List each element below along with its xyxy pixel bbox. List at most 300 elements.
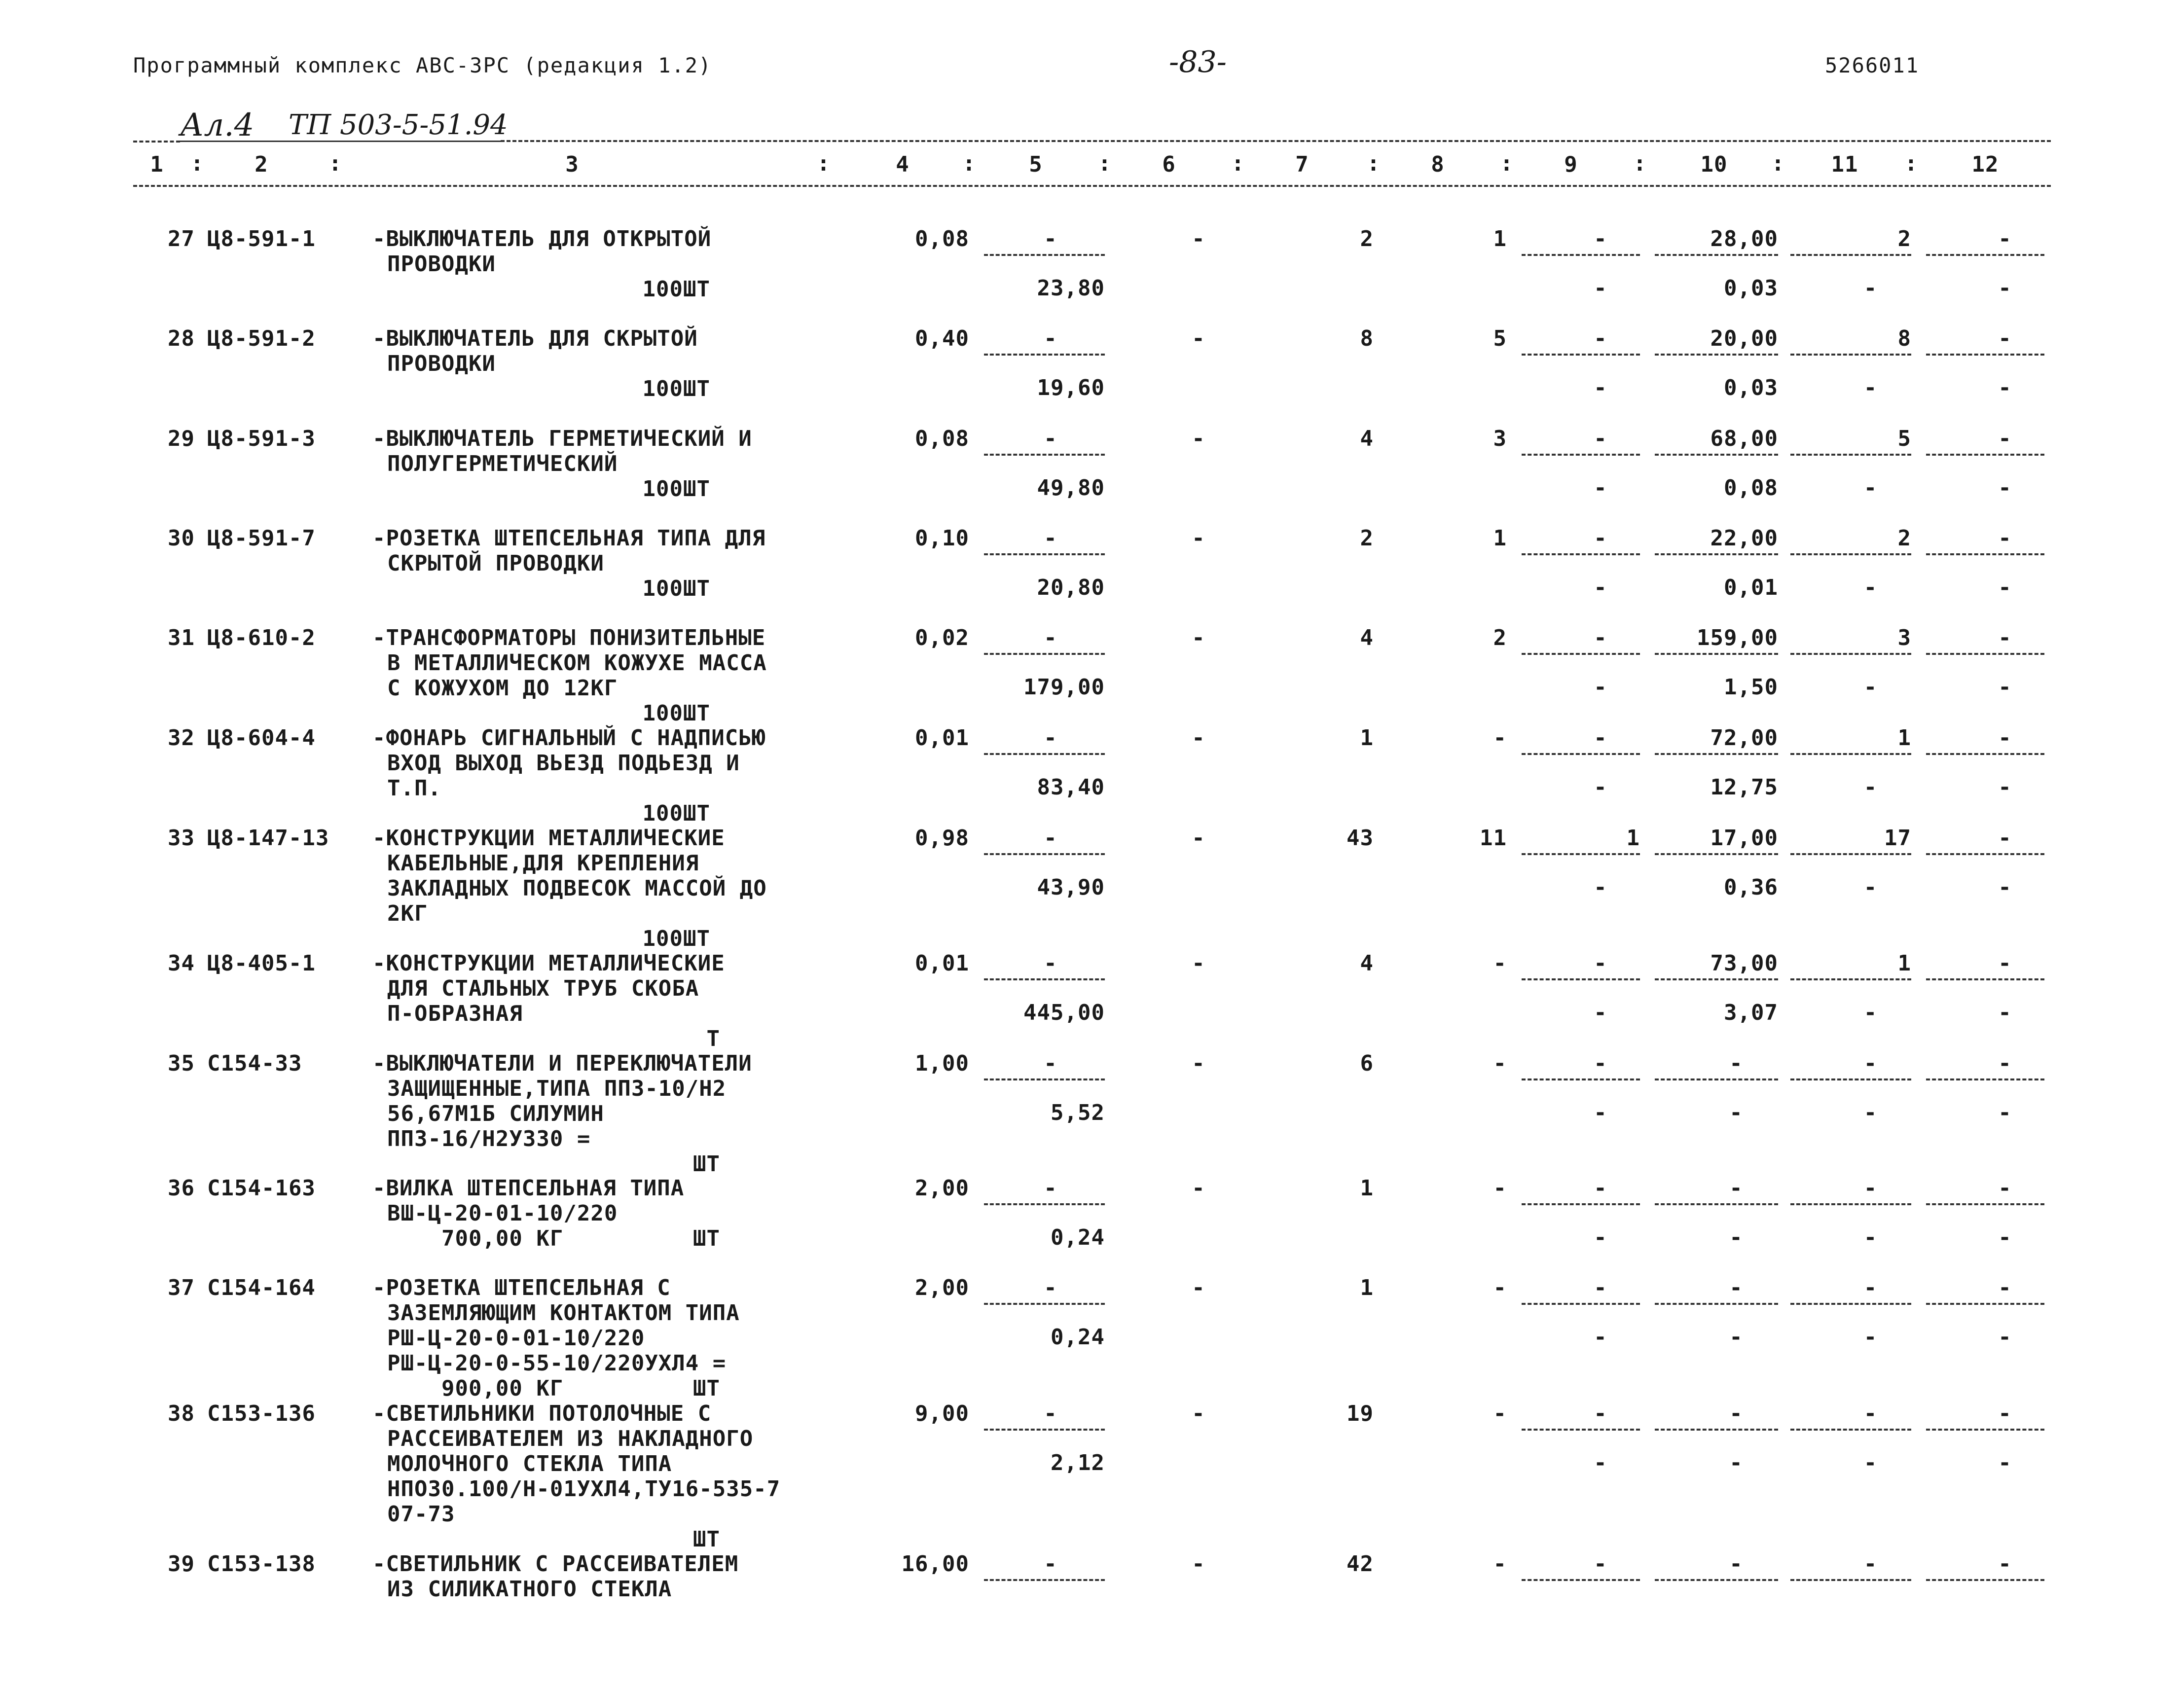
row-description-line: РШ-Ц-20-0-01-10/220: [387, 1326, 645, 1351]
row-description-line: -СВЕТИЛЬНИКИ ПОТОЛОЧНЫЕ С: [372, 1401, 712, 1426]
c11-lower: -: [1863, 875, 1878, 900]
col7-value: 2: [1360, 226, 1374, 252]
row-number: 31: [168, 625, 195, 650]
c9-upper: -: [1594, 326, 1607, 351]
row-description-line: -ВЫКЛЮЧАТЕЛИ И ПЕРЕКЛЮЧАТЕЛИ: [372, 1051, 752, 1076]
row-description-line: -КОНСТРУКЦИИ МЕТАЛЛИЧЕСКИЕ: [372, 826, 725, 851]
c12-divider: [1926, 1203, 2044, 1205]
c10-lower: 3,07: [1724, 1000, 1778, 1025]
column-header-9: 9: [1564, 152, 1578, 177]
c9-upper: -: [1594, 1275, 1607, 1300]
row-number: 39: [168, 1551, 195, 1577]
row-description-line: -РОЗЕТКА ШТЕПСЕЛЬНАЯ С: [372, 1275, 671, 1300]
col6-value: -: [1192, 326, 1205, 351]
c11-divider: [1790, 1203, 1911, 1205]
col5-lower: 0,24: [1051, 1325, 1105, 1350]
row-description-line: -ВЫКЛЮЧАТЕЛЬ ДЛЯ ОТКРЫТОЙ: [372, 226, 712, 252]
col5-upper: -: [1044, 1551, 1057, 1577]
col6-value: -: [1192, 1176, 1205, 1201]
col5-upper: -: [1044, 951, 1057, 976]
column-separator: :: [817, 151, 831, 176]
c12-lower: -: [1998, 1100, 2012, 1125]
c12-upper: -: [1998, 725, 2012, 751]
row-description-line: ЗАЗЕМЛЯЮЩИМ КОНТАКТОМ ТИПА: [387, 1300, 740, 1326]
row-number: 28: [168, 326, 195, 351]
col8-value: 2: [1493, 625, 1507, 650]
column-header-1: 1: [150, 152, 164, 177]
col4-value: 0,08: [915, 426, 969, 451]
c11-upper: -: [1863, 1275, 1878, 1300]
row-code: Ц8-147-13: [207, 826, 329, 851]
c10-upper: 22,00: [1710, 526, 1778, 551]
col5-upper: -: [1044, 1051, 1057, 1076]
row-code: С153-136: [207, 1401, 316, 1426]
c10-divider: [1655, 853, 1778, 855]
col6-value: -: [1192, 426, 1205, 451]
row-description-line: ЗАЩИЩЕННЫЕ,ТИПА ПП3-10/Н2: [387, 1076, 727, 1101]
row-number: 33: [168, 826, 195, 851]
col8-value: -: [1493, 1176, 1507, 1201]
row-description-line: ДЛЯ СТАЛЬНЫХ ТРУБ СКОБА: [387, 976, 699, 1001]
c9-divider: [1522, 753, 1640, 755]
c12-lower: -: [1998, 1325, 2012, 1350]
c11-upper: 17: [1884, 826, 1911, 851]
col7-value: 43: [1347, 826, 1374, 851]
c10-divider: [1655, 1203, 1778, 1205]
row-description-line: НПО30.100/Н-01УХЛ4,ТУ16-535-7: [387, 1476, 781, 1502]
row-code: Ц8-591-1: [207, 226, 316, 252]
col5-lower: 2,12: [1051, 1450, 1105, 1475]
c12-lower: -: [1998, 375, 2012, 400]
col5-divider: [984, 1203, 1105, 1205]
col5-lower: 49,80: [1037, 475, 1105, 501]
c11-upper: 1: [1897, 951, 1911, 976]
col5-upper: -: [1044, 1176, 1057, 1201]
c9-divider: [1522, 553, 1640, 555]
column-header-10: 10: [1700, 152, 1728, 177]
column-header-8: 8: [1431, 152, 1445, 177]
c10-upper: -: [1729, 1401, 1743, 1426]
row-description-line: -ВЫКЛЮЧАТЕЛЬ ГЕРМЕТИЧЕСКИЙ И: [372, 426, 752, 451]
c10-upper: 159,00: [1697, 625, 1778, 650]
c11-divider: [1790, 1579, 1911, 1581]
col7-value: 4: [1360, 426, 1374, 451]
col5-upper: -: [1044, 1401, 1057, 1426]
c10-lower: 0,03: [1724, 375, 1778, 400]
c12-lower: -: [1998, 575, 2012, 600]
row-unit: ШТ: [693, 1151, 720, 1177]
col5-upper: -: [1044, 725, 1057, 751]
sheet-label: Ал.4: [180, 107, 255, 144]
column-header-3: 3: [565, 152, 579, 177]
c10-lower: 0,03: [1724, 276, 1778, 301]
c9-lower: -: [1594, 1100, 1607, 1125]
page-number: -83-: [1169, 45, 1227, 79]
column-separator: :: [1231, 151, 1245, 176]
c9-divider: [1522, 653, 1640, 655]
c9-divider: [1522, 354, 1640, 356]
c12-divider: [1926, 1579, 2044, 1581]
c12-upper: -: [1998, 625, 2012, 650]
c12-lower: -: [1998, 675, 2012, 700]
row-description-line: 900,00 КГ: [387, 1376, 564, 1401]
c12-lower: -: [1998, 475, 2012, 501]
c10-lower: -: [1729, 1325, 1743, 1350]
c10-lower: 0,36: [1724, 875, 1778, 900]
c9-lower: -: [1594, 775, 1607, 800]
row-code: Ц8-591-3: [207, 426, 316, 451]
col5-divider: [984, 1303, 1105, 1305]
row-description-line: -ТРАНСФОРМАТОРЫ ПОНИЗИТЕЛЬНЫЕ: [372, 625, 766, 650]
row-description-line: 2КГ: [387, 901, 428, 926]
col6-value: -: [1192, 1401, 1205, 1426]
c12-divider: [1926, 653, 2044, 655]
col7-value: 1: [1360, 1275, 1374, 1300]
c12-upper: -: [1998, 826, 2012, 851]
c9-upper: -: [1594, 526, 1607, 551]
col4-value: 16,00: [901, 1551, 969, 1577]
col4-value: 9,00: [915, 1401, 969, 1426]
row-description-line: 700,00 КГ: [387, 1226, 564, 1251]
c12-lower: -: [1998, 276, 2012, 301]
c11-divider: [1790, 454, 1911, 456]
row-code: Ц8-405-1: [207, 951, 316, 976]
c12-divider: [1926, 978, 2044, 980]
column-header-7: 7: [1295, 152, 1309, 177]
c10-divider: [1655, 454, 1778, 456]
c11-divider: [1790, 753, 1911, 755]
c11-upper: -: [1863, 1401, 1878, 1426]
row-number: 35: [168, 1051, 195, 1076]
c10-divider: [1655, 1429, 1778, 1431]
col5-divider: [984, 454, 1105, 456]
col5-lower: 0,24: [1051, 1225, 1105, 1250]
row-code: С154-33: [207, 1051, 302, 1076]
c10-divider: [1655, 254, 1778, 256]
row-number: 37: [168, 1275, 195, 1300]
c10-divider: [1655, 653, 1778, 655]
c9-divider: [1522, 254, 1640, 256]
col8-value: -: [1493, 725, 1507, 751]
col6-value: -: [1192, 826, 1205, 851]
c12-upper: -: [1998, 426, 2012, 451]
row-unit: Т: [706, 1026, 720, 1051]
c12-upper: -: [1998, 326, 2012, 351]
c10-upper: 72,00: [1710, 725, 1778, 751]
c9-lower: -: [1594, 675, 1607, 700]
c9-divider: [1522, 454, 1640, 456]
col8-value: 1: [1493, 526, 1507, 551]
c11-lower: -: [1863, 1225, 1878, 1250]
col7-value: 6: [1360, 1051, 1374, 1076]
col5-lower: 19,60: [1037, 375, 1105, 400]
col5-lower: 445,00: [1023, 1000, 1105, 1025]
c12-divider: [1926, 254, 2044, 256]
row-description-line: ИЗ СИЛИКАТНОГО СТЕКЛА: [387, 1577, 672, 1602]
column-separator: :: [1098, 151, 1112, 176]
c11-divider: [1790, 1303, 1911, 1305]
c9-lower: -: [1594, 1450, 1607, 1475]
c12-upper: -: [1998, 1275, 2012, 1300]
col4-value: 2,00: [915, 1176, 969, 1201]
c10-upper: 28,00: [1710, 226, 1778, 252]
col7-value: 4: [1360, 951, 1374, 976]
row-code: С154-164: [207, 1275, 316, 1300]
col4-value: 0,10: [915, 526, 969, 551]
col7-value: 19: [1347, 1401, 1374, 1426]
row-unit: 100ШТ: [642, 926, 710, 951]
col6-value: -: [1192, 725, 1205, 751]
row-description-line: 56,67М1Б СИЛУМИН: [387, 1101, 604, 1126]
c12-upper: -: [1998, 226, 2012, 252]
col4-value: 0,01: [915, 725, 969, 751]
c9-upper: -: [1594, 1551, 1607, 1577]
c11-lower: -: [1863, 1000, 1878, 1025]
col5-divider: [984, 1429, 1105, 1431]
column-header-2: 2: [255, 152, 268, 177]
c11-upper: 2: [1897, 526, 1911, 551]
c10-divider: [1655, 1303, 1778, 1305]
column-header-4: 4: [896, 152, 910, 177]
col7-value: 4: [1360, 625, 1374, 650]
col6-value: -: [1192, 1051, 1205, 1076]
c11-lower: -: [1863, 775, 1878, 800]
col4-value: 0,98: [915, 826, 969, 851]
c10-divider: [1655, 1579, 1778, 1581]
row-description-line: -ФОНАРЬ СИГНАЛЬНЫЙ С НАДПИСЬЮ: [372, 725, 766, 751]
c11-upper: -: [1863, 1176, 1878, 1201]
row-unit: 100ШТ: [642, 801, 710, 826]
c9-divider: [1522, 1579, 1640, 1581]
c11-divider: [1790, 354, 1911, 356]
column-header-11: 11: [1831, 152, 1858, 177]
col5-lower: 43,90: [1037, 875, 1105, 900]
row-description-line: -ВЫКЛЮЧАТЕЛЬ ДЛЯ СКРЫТОЙ: [372, 326, 698, 351]
c10-divider: [1655, 1078, 1778, 1080]
col7-value: 1: [1360, 1176, 1374, 1201]
c9-lower: -: [1594, 276, 1607, 301]
c11-upper: 3: [1897, 625, 1911, 650]
column-separator: :: [1500, 151, 1514, 176]
c11-upper: 8: [1897, 326, 1911, 351]
row-description-line: Т.П.: [387, 776, 441, 801]
c10-lower: 12,75: [1710, 775, 1778, 800]
col6-value: -: [1192, 526, 1205, 551]
col5-lower: 5,52: [1051, 1100, 1105, 1125]
c11-lower: -: [1863, 375, 1878, 400]
col7-value: 8: [1360, 326, 1374, 351]
col8-value: 5: [1493, 326, 1507, 351]
c12-divider: [1926, 454, 2044, 456]
col7-value: 1: [1360, 725, 1374, 751]
c10-lower: -: [1729, 1225, 1743, 1250]
col4-value: 0,08: [915, 226, 969, 252]
row-description-line: -РОЗЕТКА ШТЕПСЕЛЬНАЯ ТИПА ДЛЯ: [372, 526, 766, 551]
row-code: С153-138: [207, 1551, 316, 1577]
c12-divider: [1926, 1429, 2044, 1431]
row-unit: ШТ: [693, 1376, 720, 1401]
col5-upper: -: [1044, 426, 1057, 451]
c11-divider: [1790, 653, 1911, 655]
row-description-line: ПРОВОДКИ: [387, 252, 496, 277]
col8-value: 3: [1493, 426, 1507, 451]
c12-lower: -: [1998, 775, 2012, 800]
c9-upper: -: [1594, 625, 1607, 650]
col8-value: 1: [1493, 226, 1507, 252]
col5-lower: 20,80: [1037, 575, 1105, 600]
col4-value: 0,02: [915, 625, 969, 650]
c11-divider: [1790, 254, 1911, 256]
c9-upper: -: [1594, 951, 1607, 976]
c12-lower: -: [1998, 1000, 2012, 1025]
c11-lower: -: [1863, 475, 1878, 501]
col5-lower: 179,00: [1023, 675, 1105, 700]
row-description-line: П-ОБРАЗНАЯ: [387, 1001, 523, 1026]
c12-divider: [1926, 1303, 2044, 1305]
c9-divider: [1522, 853, 1640, 855]
c9-lower: -: [1594, 375, 1607, 400]
col5-divider: [984, 1579, 1105, 1581]
col6-value: -: [1192, 625, 1205, 650]
row-unit: ШТ: [693, 1527, 720, 1552]
c12-divider: [1926, 853, 2044, 855]
row-description-line: -СВЕТИЛЬНИК С РАССЕИВАТЕЛЕМ: [372, 1551, 739, 1577]
row-description-line: В МЕТАЛЛИЧЕСКОМ КОЖУХЕ МАССА: [387, 650, 767, 676]
c9-divider: [1522, 1078, 1640, 1080]
col5-divider: [984, 553, 1105, 555]
c11-upper: 1: [1897, 725, 1911, 751]
row-number: 27: [168, 226, 195, 252]
c12-upper: -: [1998, 1051, 2012, 1076]
column-separator: :: [962, 151, 976, 176]
col6-value: -: [1192, 1275, 1205, 1300]
row-unit: 100ШТ: [642, 701, 710, 726]
c10-upper: 17,00: [1710, 826, 1778, 851]
project-label: ТП 503-5-51.94: [289, 109, 508, 141]
col4-value: 0,40: [915, 326, 969, 351]
row-description-line: ПОЛУГЕРМЕТИЧЕСКИЙ: [387, 451, 618, 476]
row-description-line: РШ-Ц-20-0-55-10/220УХЛ4 =: [387, 1351, 727, 1376]
col5-upper: -: [1044, 826, 1057, 851]
c11-upper: -: [1863, 1051, 1878, 1076]
project-underline: [180, 141, 501, 142]
column-separator: :: [328, 151, 342, 176]
header-rule-top: [501, 140, 2051, 142]
col5-divider: [984, 1078, 1105, 1080]
c11-divider: [1790, 1429, 1911, 1431]
c9-lower: -: [1594, 875, 1607, 900]
col4-value: 0,01: [915, 951, 969, 976]
c11-divider: [1790, 1078, 1911, 1080]
col5-divider: [984, 354, 1105, 356]
col5-divider: [984, 753, 1105, 755]
c10-divider: [1655, 354, 1778, 356]
c11-divider: [1790, 553, 1911, 555]
row-number: 32: [168, 725, 195, 751]
row-description-line: ПРОВОДКИ: [387, 351, 496, 376]
row-code: С154-163: [207, 1176, 316, 1201]
c10-divider: [1655, 553, 1778, 555]
col4-value: 2,00: [915, 1275, 969, 1300]
c9-lower: -: [1594, 575, 1607, 600]
c10-lower: 0,08: [1724, 475, 1778, 501]
column-separator: :: [1367, 151, 1381, 176]
row-unit: 100ШТ: [642, 376, 710, 401]
column-separator: :: [1633, 151, 1647, 176]
column-header-6: 6: [1162, 152, 1176, 177]
row-code: Ц8-591-7: [207, 526, 316, 551]
row-description-line: МОЛОЧНОГО СТЕКЛА ТИПА: [387, 1451, 672, 1476]
header-dash-left: [133, 141, 180, 143]
col7-value: 2: [1360, 526, 1374, 551]
c12-lower: -: [1998, 1225, 2012, 1250]
c12-upper: -: [1998, 1176, 2012, 1201]
col8-value: -: [1493, 1051, 1507, 1076]
column-separator: :: [1904, 151, 1918, 176]
c10-upper: 20,00: [1710, 326, 1778, 351]
c10-lower: -: [1729, 1100, 1743, 1125]
c10-upper: -: [1729, 1275, 1743, 1300]
row-code: Ц8-604-4: [207, 725, 316, 751]
row-description-line: КАБЕЛЬНЫЕ,ДЛЯ КРЕПЛЕНИЯ: [387, 851, 699, 876]
row-description-line: ВШ-Ц-20-01-10/220: [387, 1201, 618, 1226]
c9-upper: 1: [1626, 826, 1640, 851]
c9-upper: -: [1594, 1176, 1607, 1201]
col6-value: -: [1192, 226, 1205, 252]
c11-divider: [1790, 853, 1911, 855]
c9-divider: [1522, 1203, 1640, 1205]
col8-value: -: [1493, 1551, 1507, 1577]
col4-value: 1,00: [915, 1051, 969, 1076]
c11-lower: -: [1863, 675, 1878, 700]
col5-upper: -: [1044, 625, 1057, 650]
col5-divider: [984, 254, 1105, 256]
c9-upper: -: [1594, 426, 1607, 451]
c10-divider: [1655, 753, 1778, 755]
c12-upper: -: [1998, 1551, 2012, 1577]
column-header-12: 12: [1971, 152, 1999, 177]
document-code: 5266011: [1825, 53, 1920, 77]
col5-divider: [984, 853, 1105, 855]
c9-lower: -: [1594, 475, 1607, 501]
col8-value: -: [1493, 1275, 1507, 1300]
col6-value: -: [1192, 1551, 1205, 1577]
col7-value: 42: [1347, 1551, 1374, 1577]
row-code: Ц8-610-2: [207, 625, 316, 650]
c9-lower: -: [1594, 1000, 1607, 1025]
row-description-line: 07-73: [387, 1502, 455, 1527]
col8-value: -: [1493, 951, 1507, 976]
col6-value: -: [1192, 951, 1205, 976]
c10-lower: 0,01: [1724, 575, 1778, 600]
c9-lower: -: [1594, 1225, 1607, 1250]
row-unit: 100ШТ: [642, 277, 710, 302]
row-unit: 100ШТ: [642, 576, 710, 601]
c11-upper: 5: [1897, 426, 1911, 451]
c12-upper: -: [1998, 951, 2012, 976]
c12-divider: [1926, 553, 2044, 555]
c11-lower: -: [1863, 276, 1878, 301]
c11-lower: -: [1863, 575, 1878, 600]
row-number: 38: [168, 1401, 195, 1426]
c9-upper: -: [1594, 226, 1607, 252]
c9-upper: -: [1594, 725, 1607, 751]
row-unit: ШТ: [693, 1226, 720, 1251]
c10-divider: [1655, 978, 1778, 980]
row-number: 30: [168, 526, 195, 551]
c12-upper: -: [1998, 526, 2012, 551]
column-separator: :: [1771, 151, 1785, 176]
